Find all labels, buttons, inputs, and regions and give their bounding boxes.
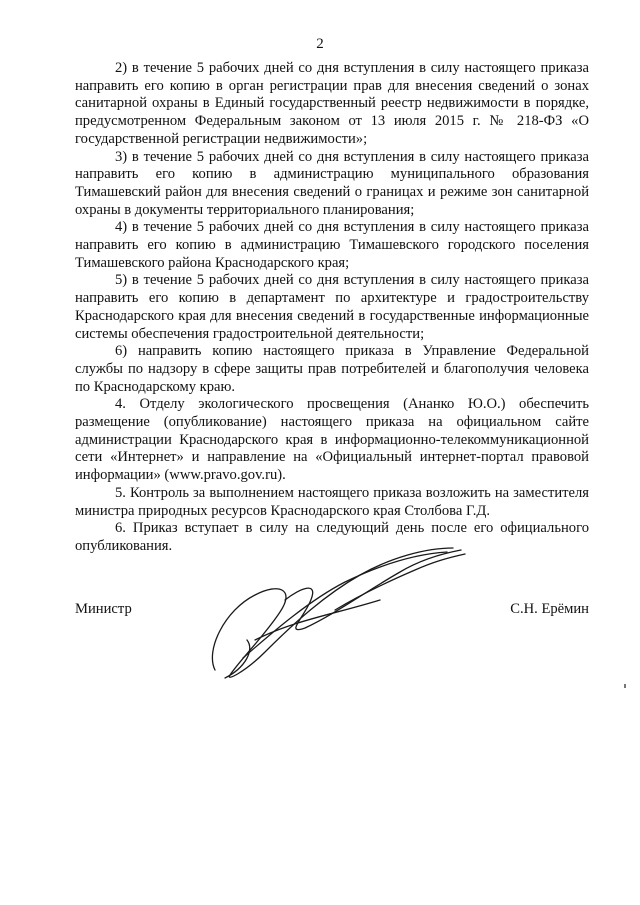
paragraph-item-4: 4) в течение 5 рабочих дней со дня вступления в силу настоящего приказа направить его копию в администрацию Тимашевского городского поселения Тимашевского района Краснодарского края;	[75, 219, 589, 271]
paragraph-item-2: 2) в течение 5 рабочих дней со дня вступления в силу настоящего приказа направить его копию в орган регистрации прав для внесения сведений о зонах санитарной охраны в Единый государственный реестр недвижимости в порядке, предусмотренном Федеральным законом от 13 июля 2015 г. № 218-ФЗ «О государственной регистрации недвижимости»;	[75, 60, 589, 147]
document-body	[75, 60, 589, 556]
handwritten-signature	[185, 540, 485, 690]
signatory-position: Министр	[75, 601, 132, 617]
paragraph-item-3: 3) в течение 5 рабочих дней со дня вступления в силу настоящего приказа направить его копию в администрацию муниципального образования Тимашевский район для внесения сведений о границах и режиме зон санитарной охраны в документы территориального планирования;	[75, 148, 589, 218]
paragraph-item-5: 5) в течение 5 рабочих дней со дня вступления в силу настоящего приказа направить его копию в департамент по архитектуре и градостроительству Краснодарского края для внесения сведений в государственные информационные системы обеспечения градостроительной деятельности;	[75, 272, 589, 342]
paragraph-item-6: 6) направить копию настоящего приказа в Управление Федеральной службы по надзору в сфере защиты прав потребителей и благополучия человека по Краснодарскому краю.	[75, 343, 589, 395]
signatory-name: С.Н. Ерёмин	[510, 601, 589, 617]
paragraph-section-5: 5. Контроль за выполнением настоящего приказа возложить на заместителя министра природных ресурсов Краснодарского края Столбова Г.Д.	[75, 484, 589, 519]
page-number: 2	[316, 36, 324, 52]
paragraph-section-6: 6. Приказ вступает в силу на следующий день после его официального опубликования.	[75, 520, 589, 554]
paragraph-section-4: 4. Отделу экологического просвещения (Ананко Ю.О.) обеспечить размещение (опубликование) настоящего приказа на официальном сайте администрации Краснодарского края в информационно-телекоммуникационной сети «Интернет» и направление на «Официальный интернет-портал правовой информации» (www.pravo.gov.ru).	[75, 396, 589, 484]
scan-speck	[624, 684, 626, 688]
